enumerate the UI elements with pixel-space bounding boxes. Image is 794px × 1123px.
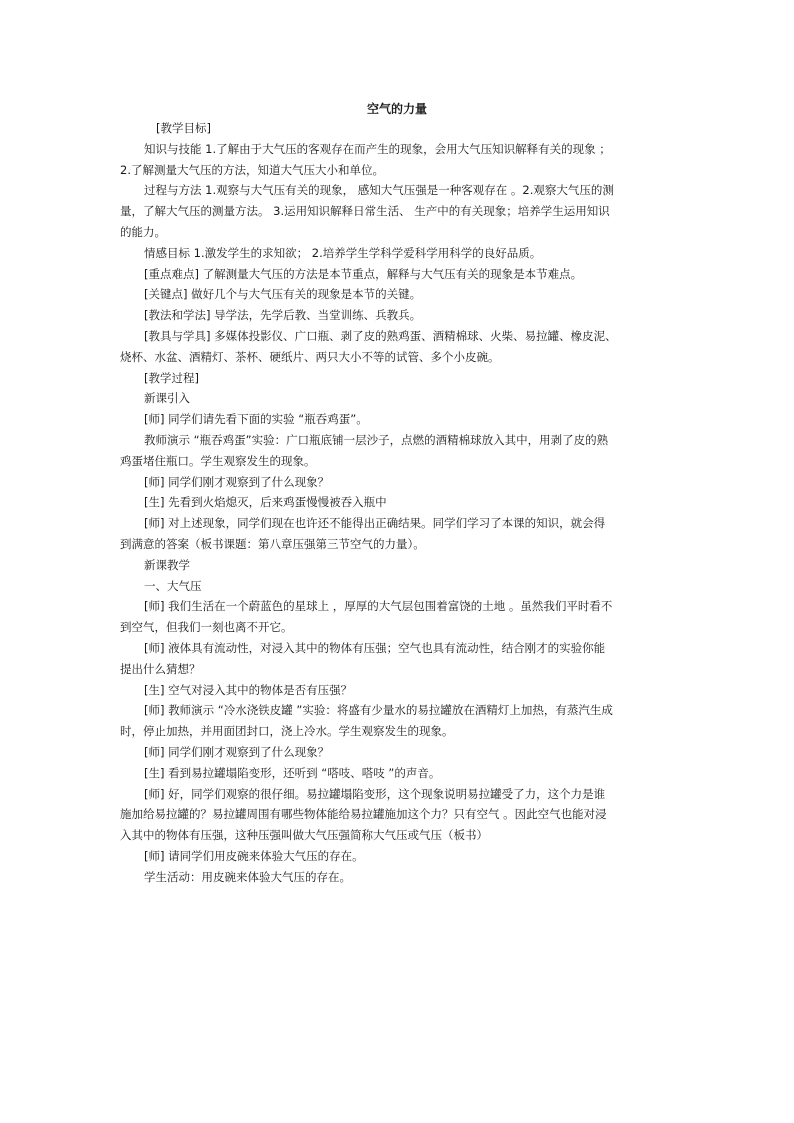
- text-line: 2.了解测量大气压的方法，知道大气压大小和单位。: [120, 162, 384, 177]
- text-line: [教学目标]: [156, 121, 211, 135]
- text-line: [生] 看到易拉罐塌陷变形，还听到 “嗒吱、嗒吱 ”的声音。: [144, 765, 441, 780]
- text-line: 的能力。: [120, 224, 166, 239]
- text-line: [师] 同学们请先看下面的实验 “瓶吞鸡蛋”。: [144, 412, 368, 427]
- text-line: 提出什么猜想？: [120, 661, 201, 676]
- text-line: [师] 好，同学们观察的很仔细。易拉罐塌陷变形，这个现象说明易拉罐受了力，这个力是谁: [144, 786, 606, 801]
- text-line: [师] 液体具有流动性，对浸入其中的物体有压强；空气也具有流动性，结合刚才的实验你能: [144, 640, 606, 655]
- text-line: [生] 空气对浸入其中的物体是否有压强？: [144, 682, 353, 697]
- text-line: 过程与方法 1.观察与大气压有关的现象， 感知大气压强是一种客观存在 。2.观察大气压的测: [144, 183, 614, 198]
- document-title: 空气的力量: [366, 102, 427, 116]
- text-line: 时，停止加热，并用面团封口，浇上冷水。学生观察发生的现象。: [120, 724, 454, 739]
- text-line: [教具与学具] 多媒体投影仪、广口瓶、剥了皮的熟鸡蛋、酒精棉球、火柴、易拉罐、橡皮泥、: [144, 328, 617, 343]
- text-line: [师] 对上述现象，同学们现在也许还不能得出正确结果。同学们学习了本课的知识，就会得: [144, 516, 606, 531]
- text-line: 施加给易拉罐的？易拉罐周围有哪些物体能给易拉罐施加这个力？只有空气 。因此空气也能对浸: [120, 807, 607, 822]
- text-line: 鸡蛋堵住瓶口。学生观察发生的现象。: [120, 453, 316, 468]
- text-line: 到满意的答案（板书课题：第八章压强第三节空气的力量）。: [120, 536, 425, 551]
- text-line: 情感目标 1.激发学生的求知欲； 2.培养学生学科学爱科学用科学的良好品质。: [144, 245, 542, 260]
- text-line: [关键点] 做好几个与大气压有关的现象是本节的关键。: [144, 287, 422, 302]
- text-line: 学生活动：用皮碗来体验大气压的存在。: [144, 869, 351, 884]
- text-line: [师] 我们生活在一个蔚蓝色的星球上 ，厚厚的大气层包围着富饶的土地 。虽然我们平时看不: [144, 599, 613, 614]
- text-line: [师] 同学们刚才观察到了什么现象？: [144, 474, 330, 489]
- text-line: 到空气，但我们一刻也离不开它。: [120, 620, 293, 635]
- text-line: 新课教学: [144, 557, 190, 572]
- text-line: [教学过程]: [144, 370, 199, 385]
- text-line: [师] 同学们刚才观察到了什么现象？: [144, 744, 330, 759]
- text-line: [生] 先看到火焰熄灭，后来鸡蛋慢慢被吞入瓶中: [144, 495, 387, 510]
- text-line: 新课引入: [144, 391, 190, 406]
- text-line: 量，了解大气压的测量方法。 3.运用知识解释日常生活、 生产中的有关现象；培养学生运用知识: [120, 204, 610, 219]
- text-line: 入其中的物体有压强，这种压强叫做大气压强简称大气压或气压（板书）: [120, 828, 488, 843]
- text-line: 烧杯、水盆、酒精灯、茶杯、硬纸片、两只大小不等的试管、多个小皮碗。: [120, 349, 500, 364]
- text-line: [师] 教师演示 “冷水浇铁皮罐 ”实验：将盛有少量水的易拉罐放在酒精灯上加热，有蒸汽生成: [144, 703, 613, 718]
- text-line: 教师演示 “瓶吞鸡蛋”实验：广口瓶底铺一层沙子，点燃的酒精棉球放入其中，用剥了皮的熟: [144, 432, 609, 447]
- text-line: [重点难点] 了解测量大气压的方法是本节重点，解释与大气压有关的现象是本节难点。: [144, 266, 583, 281]
- document-body: [120, 118, 680, 887]
- text-line: [教法和学法] 导学法，先学后教、当堂训练、兵教兵。: [144, 308, 422, 323]
- text-line: 一、大气压: [144, 578, 202, 593]
- text-line: [师] 请同学们用皮碗来体验大气压的存在。: [144, 848, 364, 863]
- text-line: 知识与技能 1.了解由于大气压的客观存在而产生的现象，会用大气压知识解释有关的现象 ；: [144, 141, 611, 156]
